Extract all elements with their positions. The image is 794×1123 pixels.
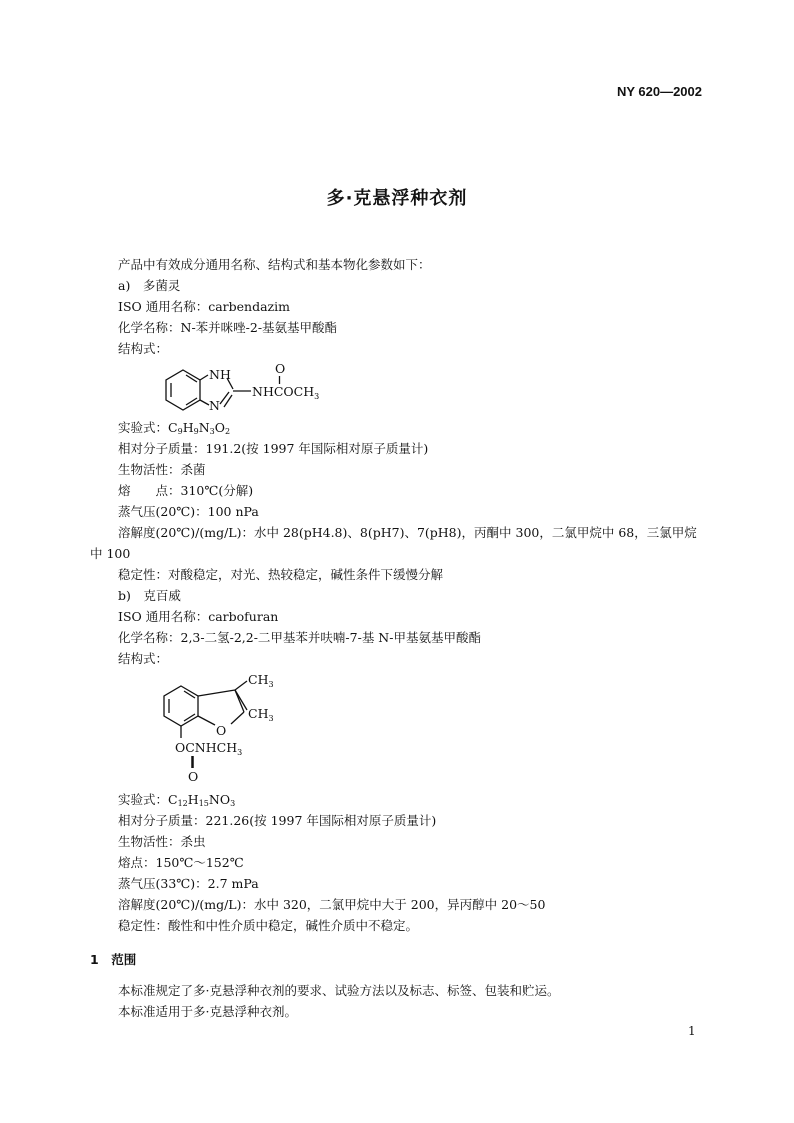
formula-subscript: 2 xyxy=(224,427,231,436)
formula-b xyxy=(168,792,235,807)
comp-b-stability: 稳定性：酸性和中性介质中稳定，碱性介质中不稳定。 xyxy=(118,918,419,933)
section-1-para-2: 本标准适用于多·克悬浮种衣剂。 xyxy=(118,1004,297,1019)
comp-b-solubility: 溶解度(20℃)/(mg/L)：水中 320，二氯甲烷中大于 200，异丙醇中 20～50 xyxy=(118,897,546,912)
formula-element: C xyxy=(168,420,178,435)
struct-carbamate: OCNHCH xyxy=(175,740,238,755)
comp-a-structure-label: 结构式： xyxy=(118,341,169,356)
comp-b-melting-point: 熔点：150℃～152℃ xyxy=(118,855,244,870)
comp-a-solubility: 溶解度(20℃)/(mg/L)：水中 28(pH4.8)、8(pH7)、7(pH8)，丙酮中 300，二氯甲烷中 68，三氯甲烷 xyxy=(118,525,697,540)
carbofuran-structure xyxy=(155,668,315,786)
formula-subscript: 3 xyxy=(230,799,236,808)
comp-a-heading: a) 多菌灵 xyxy=(118,278,181,293)
comp-a-vapor-pressure: 蒸气压(20℃)：100 nPa xyxy=(118,504,259,519)
comp-b-formula: 实验式：$C_{12}H_{15}NO_3$ xyxy=(118,792,236,808)
formula-element: N xyxy=(198,420,210,435)
comp-a-formula: 实验式：$C_9H_9N_3O_2$ xyxy=(118,420,231,436)
struct-o-label: O xyxy=(275,361,286,376)
comp-a-stability: 稳定性：对酸稳定，对光、热较稳定，碱性条件下缓慢分解 xyxy=(118,567,444,582)
svg-text:CH3: $CH_3$ xyxy=(248,706,274,723)
comp-a-chemical-name: 化学名称：N-苯并咪唑-2-基氨基甲酸酯 xyxy=(118,320,338,335)
comp-b-mw: 相对分子质量：221.26(按 1997 年国际相对原子质量计) xyxy=(118,813,437,828)
comp-b-bioactivity: 生物活性：杀虫 xyxy=(118,834,206,849)
svg-text:NHCOCH3: $NHCOCH_3$ xyxy=(252,384,320,401)
section-1-para-1: 本标准规定了多·克悬浮种衣剂的要求、试验方法以及标志、标签、包装和贮运。 xyxy=(118,983,560,998)
standard-number: NY 620—2002 xyxy=(616,84,702,99)
page-number: 1 xyxy=(688,1024,696,1038)
struct-substituent: NHCOCH xyxy=(252,384,315,399)
struct-nh-label: NH xyxy=(209,367,231,382)
page-title: 多·克悬浮种衣剂 xyxy=(326,188,468,209)
svg-text:OCNHCH3: $OCNHCH_3$ xyxy=(175,740,243,757)
comp-a-melting-point: 熔 点：310℃(分解) xyxy=(118,483,254,498)
struct-n-label: N xyxy=(209,398,220,413)
carbendazim-structure xyxy=(155,358,375,418)
struct-ch3-bottom: CH xyxy=(248,706,269,721)
formula-subscript: 9 xyxy=(193,427,199,436)
comp-b-chemical-name: 化学名称：2,3-二氢-2,2-二甲基苯并呋喃-7-基 N-甲基氨基甲酸酯 xyxy=(118,630,481,645)
formula-element: NO xyxy=(208,792,231,807)
svg-text:CH3: $CH_3$ xyxy=(248,672,274,689)
formula-element: O xyxy=(214,420,225,435)
comp-a-bioactivity: 生物活性：杀菌 xyxy=(118,462,206,477)
formula-subscript: 12 xyxy=(177,799,188,808)
formula-element: H xyxy=(182,420,194,435)
comp-b-heading: b) 克百威 xyxy=(118,588,181,603)
struct-carbonyl-o: O xyxy=(188,769,199,784)
formula-element: C xyxy=(168,792,178,807)
struct-ch3-top: CH xyxy=(248,672,269,687)
comp-a-iso-name: ISO 通用名称：carbendazim xyxy=(118,299,290,314)
section-1-heading: 1 范围 xyxy=(90,952,137,967)
formula-subscript: 9 xyxy=(177,427,183,436)
comp-b-structure-label: 结构式： xyxy=(118,651,169,666)
comp-b-vapor-pressure: 蒸气压(33℃)：2.7 mPa xyxy=(118,876,259,891)
intro-text: 产品中有效成分通用名称、结构式和基本物化参数如下： xyxy=(118,257,431,272)
comp-a-solubility-cont: 中 100 xyxy=(90,546,131,561)
struct-ring-o: O xyxy=(216,723,227,738)
formula-a xyxy=(168,420,230,435)
formula-subscript: 3 xyxy=(209,427,215,436)
formula-subscript: 15 xyxy=(198,799,209,808)
comp-b-iso-name: ISO 通用名称：carbofuran xyxy=(118,609,279,624)
comp-a-mw: 相对分子质量：191.2(按 1997 年国际相对原子质量计) xyxy=(118,441,429,456)
formula-element: H xyxy=(187,792,199,807)
